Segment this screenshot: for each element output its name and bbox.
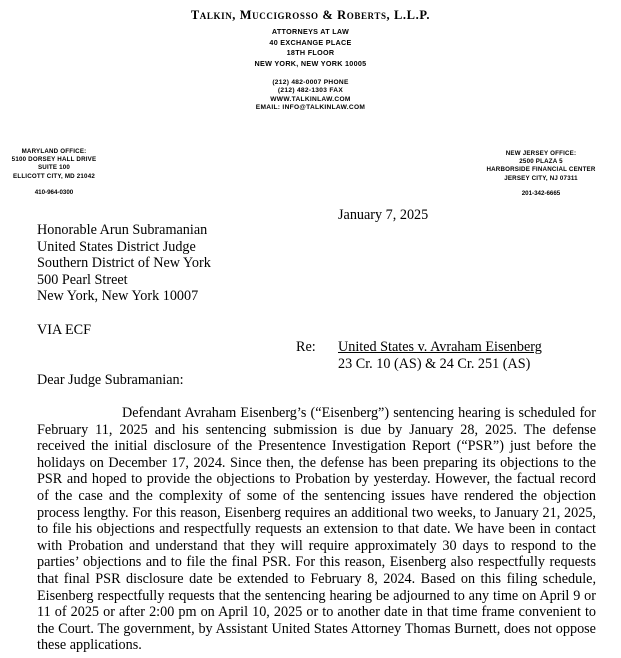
re-label: Re: <box>296 339 316 355</box>
main-office-line: NEW YORK, NEW YORK 10005 <box>254 58 367 68</box>
main-office-line: ATTORNEYS AT LAW <box>271 27 350 36</box>
main-office-line: 40 EXCHANGE PLACE <box>269 37 352 47</box>
recipient-line: Honorable Arun Subramanian <box>37 222 208 238</box>
office-line: 2500 PLAZA 5 <box>519 158 563 166</box>
body-text-line: holidays on December 17, 2024. Since then, the defense has been preparing its objections to the <box>37 454 596 471</box>
new-jersey-office-phone: 201-342-6665 <box>521 190 561 197</box>
office-line: 5100 DORSEY HALL DRIVE <box>11 156 97 164</box>
case-caption <box>338 339 542 372</box>
body-text-line: PSR disclosure date be extended to February 8, 2024. Based on this filing schedule, Eisenberg <box>37 570 596 604</box>
body-text-line: of the case and the complexity of some of the sentencing issues have rendered the objection process <box>37 487 596 521</box>
office-line: JERSEY CITY, NJ 07311 <box>504 174 578 182</box>
maryland-office-phone: 410-964-0300 <box>34 189 74 196</box>
body-text-line: objections and to file the final PSR. For this reason, Eisenberg also respectfully requests that final <box>37 554 596 587</box>
body-text-line: PSR and hoped to provide the objections to Probation by yesterday. However, the factual record <box>37 471 596 488</box>
body-text-line: or after 2:00 pm on April 10, 2025 or to another date in that time frame convenient to the Court. <box>37 604 597 637</box>
website-link[interactable]: WWW.TALKINLAW.COM <box>270 95 351 103</box>
case-name: United States v. Avraham Eisenberg <box>338 339 542 355</box>
main-office-address <box>0 27 621 69</box>
recipient-line: 500 Pearl Street <box>37 271 128 288</box>
case-numbers: 23 Cr. 10 (AS) & 24 Cr. 251 (AS) <box>338 355 531 372</box>
firm-contact-info <box>0 79 621 112</box>
office-line: ELLICOTT CITY, MD 21042 <box>13 172 95 180</box>
recipient-address <box>37 222 211 305</box>
office-line: HARBORSIDE FINANCIAL CENTER <box>486 166 596 174</box>
body-text-line: The government, by Assistant United States Attorney Thomas Burnett, does not oppose these <box>37 620 596 654</box>
salutation: Dear Judge Subramanian: <box>37 372 184 388</box>
main-office-line: 18TH FLOOR <box>286 48 335 57</box>
delivery-method: VIA ECF <box>37 322 91 338</box>
body-text-line: received the initial disclosure of the Presentence Investigation Report (“PSR”) just before the <box>37 438 596 455</box>
body-text-line: applications. <box>69 637 142 654</box>
body-text-line: February 11, 2025 and his sentencing submission is due by January 28, 2025. The defense <box>37 421 596 438</box>
office-line: SUITE 100 <box>37 164 71 172</box>
email-link[interactable]: EMAIL: INFO@TALKINLAW.COM <box>255 103 366 111</box>
maryland-office <box>2 148 106 181</box>
recipient-line: Southern District of New York <box>37 255 211 272</box>
office-line: MARYLAND OFFICE: <box>21 148 87 155</box>
body-paragraph <box>37 405 596 654</box>
body-text-line: Probation and understand that they will require approximately 30 days to respond to the parties’ <box>37 537 596 571</box>
letter-date: January 7, 2025 <box>338 207 429 223</box>
body-text-line: respectfully requests that the sentencing hearing be adjourned to any time on April 9 or 11 of 2025 <box>37 587 596 621</box>
phone-number: (212) 482-0007 PHONE <box>272 79 349 86</box>
firm-name: Talkin, Muccigrosso & Roberts, L.L.P. <box>190 8 431 22</box>
fax-number: (212) 482-1303 FAX <box>277 87 344 95</box>
recipient-line: New York, New York 10007 <box>37 288 199 305</box>
new-jersey-office <box>476 150 606 183</box>
office-line: NEW JERSEY OFFICE: <box>505 150 577 157</box>
recipient-line: United States District Judge <box>37 238 196 255</box>
body-text-line: his objections and respectfully requests an extension to that date. We have been in contact with <box>37 521 596 554</box>
body-text-line: lengthy. For this reason, Eisenberg requires an additional two weeks, to January 21, 2025, to file <box>37 504 596 538</box>
body-text-line: Defendant Avraham Eisenberg’s (“Eisenberg”) sentencing hearing is scheduled for <box>122 405 596 421</box>
